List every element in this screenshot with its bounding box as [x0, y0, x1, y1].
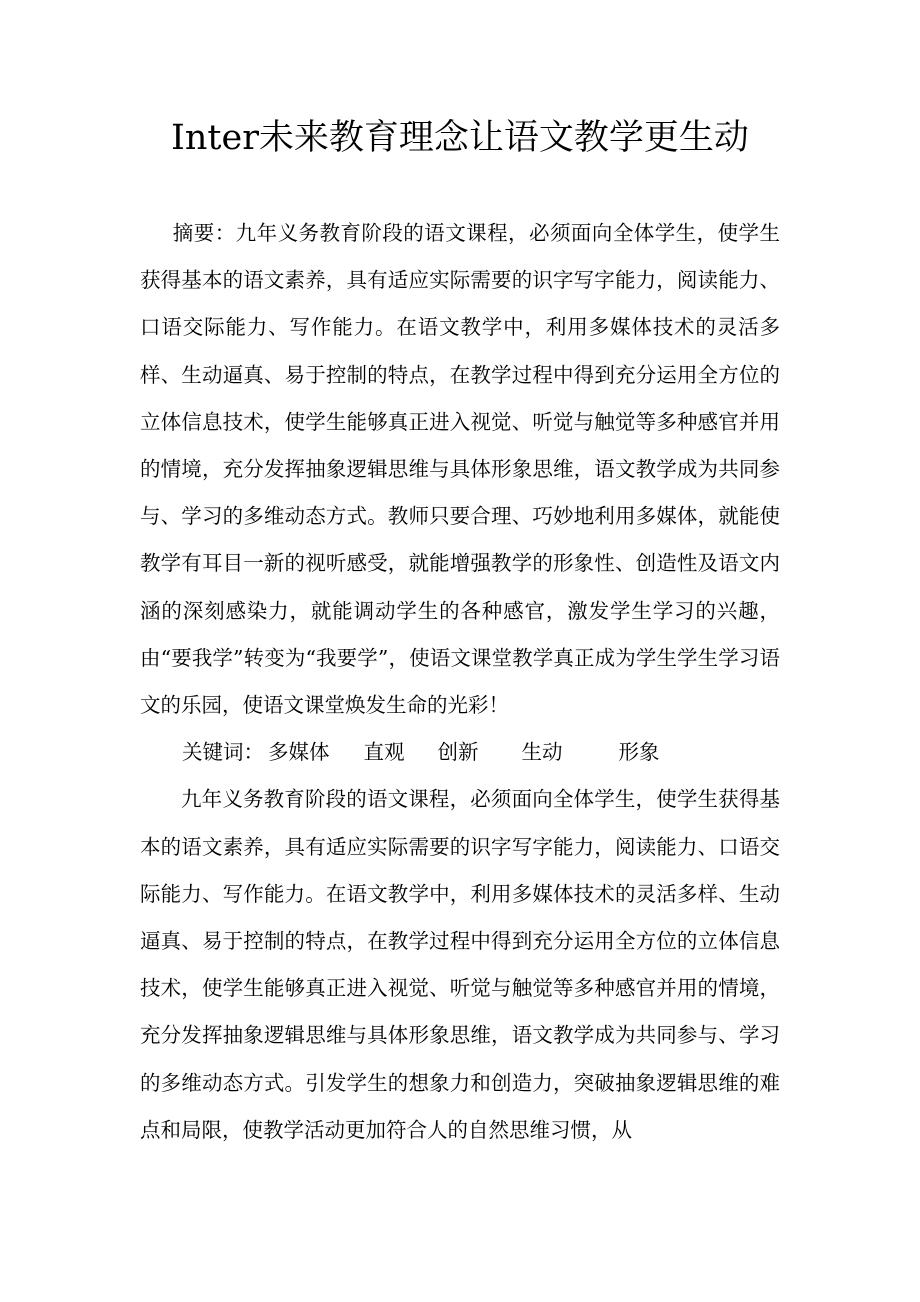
- keyword-item: 直观: [363, 740, 405, 765]
- document-title: Inter未来教育理念让语文教学更生动: [171, 118, 749, 158]
- abstract-paragraph: 摘要：九年义务教育阶段的语文课程，必须面向全体学生，使学生获得基本的语文素养，具有适应实际需要的识字写字能力，阅读能力、口语交际能力、写作能力。在语文教学中，利用多媒体技术的灵活多样、生动逼真、易于控制的特点，在教学过程中得到充分运用全方位的立体信息技术，使学生能够真正进入视觉、听觉与触觉等多种感官并用的情境，充分发挥抽象逻辑思维与具体形象思维，语文教学成为共同参与、学习的多维动态方式。教师只要合理、巧妙地利用多媒体，就能使教学有耳目一新的视听感受，就能增强教学的形象性、创造性及语文内涵的深刻感染力，就能调动学生的各种感官，激发学生学习的兴趣，由“要我学”转变为“我要学”，使语文课堂教学真正成为学生学生学习语文的乐园，使语文课堂焕发生命的光彩！: [140, 221, 780, 718]
- keyword-item: 创新: [437, 740, 479, 765]
- keywords-line: [140, 729, 780, 776]
- keywords-label: 关键词：: [182, 740, 264, 765]
- keyword-item: 生动: [521, 740, 563, 765]
- body-paragraph: 九年义务教育阶段的语文课程，必须面向全体学生，使学生获得基本的语文素养，具有适应实际需要的识字写字能力，阅读能力、口语交际能力、写作能力。在语文教学中，利用多媒体技术的灵活多样、生动逼真、易于控制的特点，在教学过程中得到充分运用全方位的立体信息技术，使学生能够真正进入视觉、听觉与触觉等多种感官并用的情境，充分发挥抽象逻辑思维与具体形象思维，语文教学成为共同参与、学习的多维动态方式。引发学生的想象力和创造力，突破抽象逻辑思维的难点和局限，使教学活动更加符合人的自然思维习惯，从: [140, 787, 780, 1142]
- keyword-item: 多媒体: [268, 740, 330, 765]
- keyword-item: 形象: [618, 740, 660, 765]
- document-body: [140, 210, 780, 1154]
